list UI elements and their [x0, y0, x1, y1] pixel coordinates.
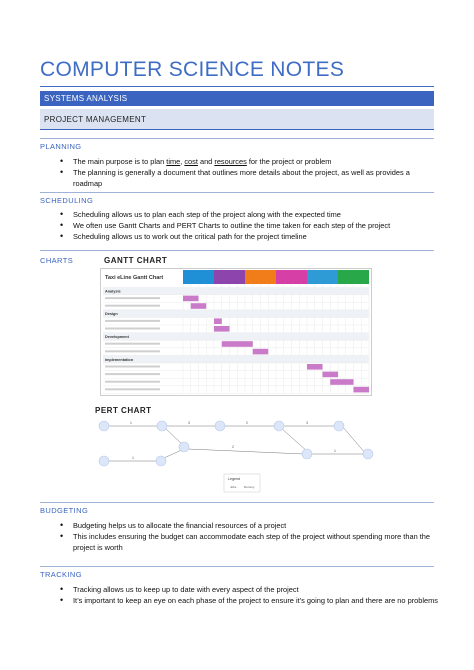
pert-chart — [92, 414, 382, 494]
section-band: SYSTEMS ANALYSIS — [40, 91, 434, 106]
gantt-task-bar — [323, 372, 339, 378]
svg-text:3: 3 — [306, 421, 308, 425]
list-item: • Tracking allows us to keep up to date with every aspect of the project — [60, 584, 440, 595]
budgeting-list — [60, 520, 440, 553]
pert-chart-svg — [92, 414, 382, 494]
pert-node — [157, 421, 167, 431]
gantt-month-header — [214, 270, 245, 284]
svg-text:2: 2 — [246, 421, 248, 425]
pert-node — [215, 421, 225, 431]
gantt-task-bar — [191, 303, 207, 309]
gantt-task-bar — [354, 387, 370, 393]
scheduling-list — [60, 209, 440, 242]
gantt-task-label — [105, 366, 160, 368]
pert-node — [179, 442, 189, 452]
scheduling-rule — [40, 192, 434, 193]
gantt-phase-label: Analysis — [105, 289, 121, 294]
gantt-task-bar — [183, 296, 199, 302]
gantt-month-header — [338, 270, 369, 284]
gantt-phase-label: Implementation — [105, 357, 134, 362]
gantt-task-bar — [214, 326, 230, 332]
tracking-label: TRACKING — [40, 570, 82, 579]
gantt-month-header — [245, 270, 276, 284]
svg-text:1: 1 — [334, 449, 336, 453]
gantt-task-label — [105, 343, 160, 345]
gantt-phase-row — [103, 310, 369, 318]
gantt-task-bar — [307, 364, 323, 370]
gantt-phase-row — [103, 287, 369, 295]
gantt-task-bar — [222, 341, 253, 347]
planning-rule — [40, 138, 434, 139]
gantt-task-bar — [330, 379, 353, 385]
pert-node — [156, 456, 166, 466]
budgeting-rule — [40, 502, 434, 503]
gantt-task-label — [105, 381, 160, 383]
scheduling-label: SCHEDULING — [40, 196, 94, 205]
gantt-chart-title: GANTT CHART — [104, 256, 168, 265]
gantt-phase-label: Design — [105, 312, 118, 317]
pert-nodes — [99, 421, 373, 466]
pert-edges — [107, 426, 366, 461]
charts-rule — [40, 250, 434, 251]
budgeting-label: BUDGETING — [40, 506, 89, 515]
list-item: • Scheduling allows us to plan each step of the project along with the expected time — [60, 209, 440, 220]
subheading: PROJECT MANAGEMENT — [40, 109, 434, 130]
list-item: • This includes ensuring the budget can accommodate each step of the project without spending more than the project is worth — [60, 531, 440, 553]
gantt-task-label — [105, 297, 160, 299]
title-rule — [40, 86, 434, 87]
svg-text:2: 2 — [232, 445, 234, 449]
list-item: • The planning is generally a document that outlines more details about the project, as well as provides a roadmap — [60, 167, 440, 189]
tracking-list — [60, 584, 440, 606]
gantt-chart — [100, 268, 372, 396]
legend-jobs: Jobs — [230, 485, 237, 489]
gantt-inner-title: Taxi eLine Gantt Chart — [105, 275, 164, 281]
pert-node — [99, 456, 109, 466]
pert-chart-title: PERT CHART — [95, 406, 152, 415]
svg-text:3: 3 — [188, 421, 190, 425]
gantt-month-header — [183, 270, 214, 284]
list-item: • It’s important to keep an eye on each phase of the project to ensure it’s going to plan and there are no problems — [60, 595, 440, 606]
tracking-rule — [40, 566, 434, 567]
legend-dummy: Dummy — [244, 485, 255, 489]
list-item: • The main purpose is to plan time, cost and resources for the project or problem — [60, 156, 440, 167]
gantt-task-label — [105, 305, 160, 307]
gantt-task-bar — [253, 349, 269, 355]
pert-node — [363, 449, 373, 459]
gantt-phase-row — [103, 333, 369, 341]
svg-text:1: 1 — [130, 421, 132, 425]
planning-list — [60, 156, 440, 189]
legend-title: Legend — [228, 477, 240, 481]
gantt-month-header — [307, 270, 338, 284]
list-item: • Budgeting helps us to allocate the financial resources of a project — [60, 520, 440, 531]
charts-label: CHARTS — [40, 256, 74, 265]
planning-label: PLANNING — [40, 142, 82, 151]
gantt-phase-row — [103, 355, 369, 363]
pert-node — [334, 421, 344, 431]
pert-node — [302, 449, 312, 459]
gantt-phase-label: Development — [105, 335, 129, 339]
list-item: • We often use Gantt Charts and PERT Charts to outline the time taken for each step of the project — [60, 220, 440, 231]
pert-node — [99, 421, 109, 431]
pert-legend — [224, 474, 260, 492]
gantt-task-label — [105, 328, 160, 330]
gantt-task-bar — [214, 318, 222, 324]
gantt-task-label — [105, 388, 160, 390]
page-title: COMPUTER SCIENCE NOTES — [40, 58, 345, 81]
gantt-task-label — [105, 350, 160, 352]
pert-node — [274, 421, 284, 431]
gantt-task-label — [105, 373, 160, 375]
gantt-month-header — [276, 270, 307, 284]
svg-text:1: 1 — [132, 456, 134, 460]
gantt-task-label — [105, 320, 160, 322]
list-item: • Scheduling allows us to work out the critical path for the project timeline — [60, 231, 440, 242]
gantt-chart-svg — [101, 269, 373, 397]
